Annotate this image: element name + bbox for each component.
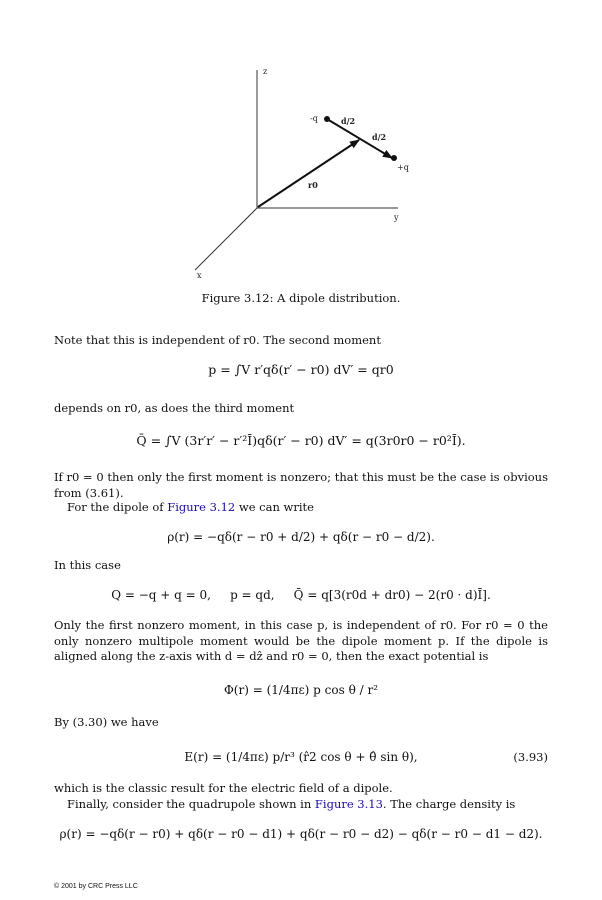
equation-number-3-93: (3.93) bbox=[513, 750, 548, 764]
paragraph-3a: If r0 = 0 then only the first moment is nonzero; that this must be the case is obvious from (3.61). bbox=[54, 470, 548, 500]
paragraph-5: Only the first nonzero moment, in this case p, is independent of r0. For r0 = 0 the only nonzero multipole moment would be the dipole moment p. If the dipole is aligned along the z-axis with d = dẑ and r0 = 0, then the exact potential is bbox=[54, 618, 548, 663]
paragraph-7b-pre: Finally, consider the quadrupole shown in bbox=[67, 797, 315, 811]
paragraph-7b-post: . The charge density is bbox=[382, 797, 516, 811]
positive-charge bbox=[391, 155, 397, 161]
equation-p: p = ∫V r′qδ(r′ − r0) dV′ = qr0 bbox=[208, 362, 394, 377]
d2-label-bottom: d/2 bbox=[372, 132, 387, 142]
paragraph-6: By (3.30) we have bbox=[54, 715, 159, 729]
neg-q-label: -q bbox=[310, 114, 318, 123]
figure-caption: Figure 3.12: A dipole distribution. bbox=[201, 291, 401, 305]
equation-rho-dipole: ρ(r) = −qδ(r − r0 + d/2) + qδ(r − r0 − d/2). bbox=[167, 530, 435, 544]
paragraph-4: In this case bbox=[54, 558, 121, 572]
negative-charge bbox=[324, 116, 330, 122]
equation-phi: Φ(r) = (1/4πε) p cos θ / r² bbox=[223, 683, 379, 697]
r0-vector bbox=[258, 140, 359, 207]
axis-z-label: z bbox=[263, 67, 268, 76]
copyright-footer: © 2001 by CRC Press LLC bbox=[54, 883, 138, 890]
figure-3-13-link[interactable]: Figure 3.13 bbox=[314, 797, 383, 811]
axis-y-label: y bbox=[394, 213, 399, 222]
equation-E: E(r) = (1/4πε) p/r³ (r̂2 cos θ + θ̂ sin θ), bbox=[184, 750, 418, 764]
axis-x-label: x bbox=[197, 271, 202, 280]
paragraph-3b-pre: For the dipole of bbox=[67, 500, 168, 514]
paragraph-7a: which is the classic result for the electric field of a dipole. bbox=[54, 781, 393, 795]
figure-3-12-link[interactable]: Figure 3.12 bbox=[167, 500, 236, 514]
dipole-figure bbox=[0, 0, 602, 290]
paragraph-1: Note that this is independent of r0. The second moment bbox=[54, 333, 381, 347]
d2-label-top: d/2 bbox=[341, 116, 356, 126]
equation-moments: Q = −q + q = 0, p = qd, Q̄ = q[3(r0d + dr0) − 2(r0 · d)Ī]. bbox=[111, 588, 491, 602]
paragraph-7b bbox=[54, 797, 548, 813]
r0-label: r0 bbox=[308, 180, 318, 190]
equation-Q: Q̄ = ∫V (3r′r′ − r′²Ī)qδ(r′ − r0) dV′ = q(3r0r0 − r0²Ī). bbox=[136, 433, 466, 448]
x-axis bbox=[195, 208, 257, 270]
paragraph-2: depends on r0, as does the third moment bbox=[54, 401, 295, 415]
paragraph-3b-post: we can write bbox=[235, 500, 314, 514]
pos-q-label: +q bbox=[397, 163, 409, 172]
paragraph-3b bbox=[54, 500, 548, 516]
equation-rho-quadrupole: ρ(r) = −qδ(r − r0) + qδ(r − r0 − d1) + qδ(r − r0 − d2) − qδ(r − r0 − d1 − d2). bbox=[59, 827, 543, 841]
